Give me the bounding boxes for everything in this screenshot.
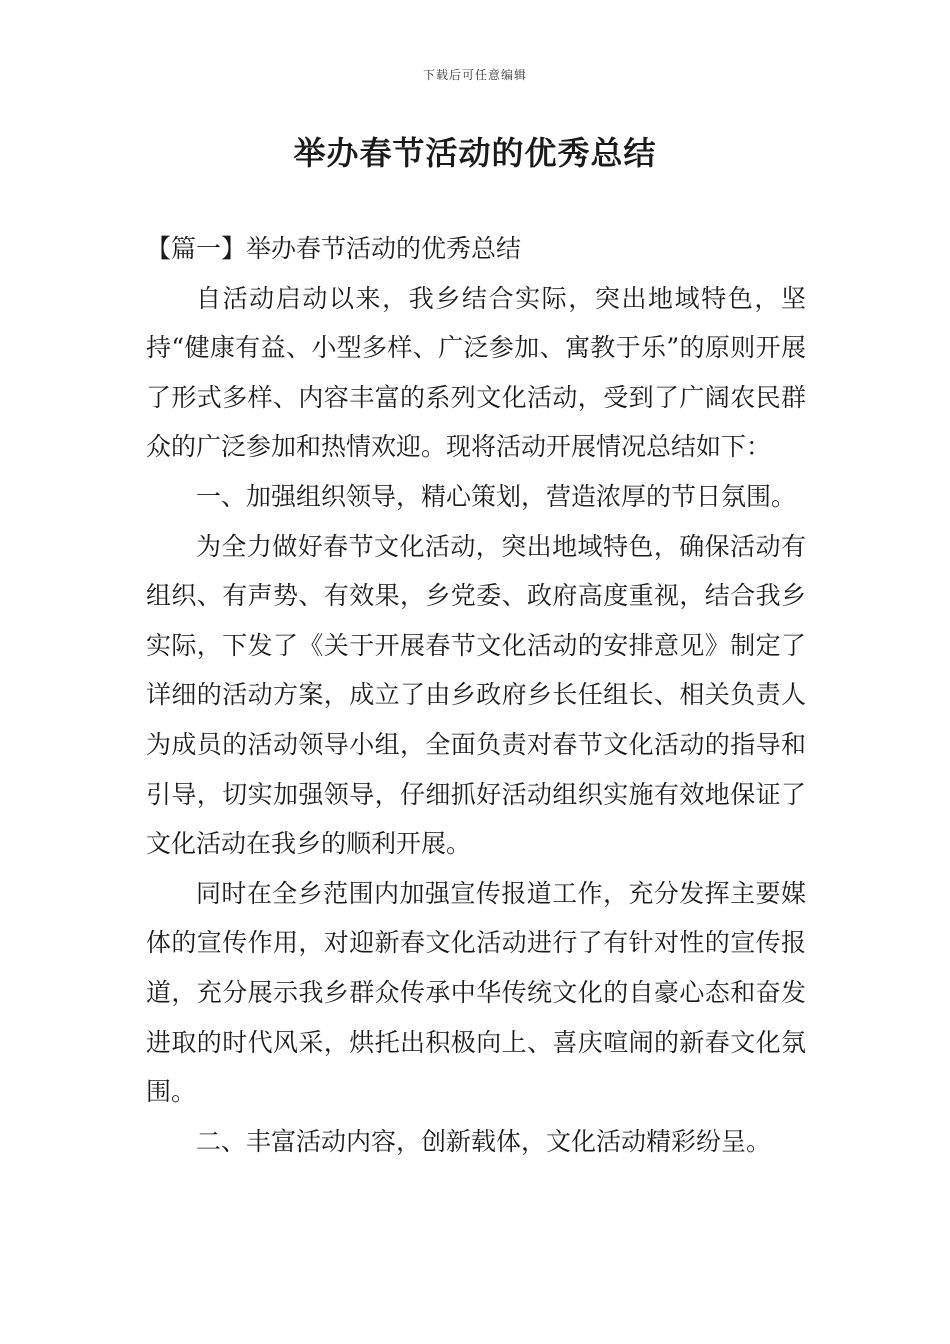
paragraph-heading-1: 一、加强组织领导，精心策划，营造浓厚的节日氛围。 [196,481,797,511]
document-body [146,224,806,1166]
paragraph-publicity: 同时在全乡范围内加强宣传报道工作，充分发挥主要媒体的宣传作用，对迎新春文化活动进行了有针对性的宣传报道，充分展示我乡群众传承中华传统文化的自豪心态和奋发进取的时代风采，烘托出积极向上、喜庆喧闹的新春文化氛围。 [146,878,806,1107]
paragraph-intro: 自活动启动以来，我乡结合实际，突出地域特色，坚持“健康有益、小型多样、广泛参加、寓教于乐”的原则开展了形式多样、内容丰富的系列文化活动，受到了广阔农民群众的广泛参加和热情欢迎。现将活动开展情况总结如下： [146,283,806,462]
paragraph-organization: 为全力做好春节文化活动，突出地域特色，确保活动有组织、有声势、有效果，乡党委、政府高度重视，结合我乡实际，下发了《关于开展春节文化活动的安排意见》制定了详细的活动方案，成立了由乡政府乡长任组长、相关负责人为成员的活动领导小组，全面负责对春节文化活动的指导和引导，切实加强领导，仔细抓好活动组织实施有效地保证了文化活动在我乡的顺利开展。 [146,531,806,859]
section-heading: 【篇一】举办春节活动的优秀总结 [146,234,522,263]
page-header-note: 下载后可任意编辑 [422,68,527,82]
document-title: 举办春节活动的优秀总结 [293,134,657,172]
paragraph-heading-2: 二、丰富活动内容，创新载体，文化活动精彩纷呈。 [196,1126,772,1156]
